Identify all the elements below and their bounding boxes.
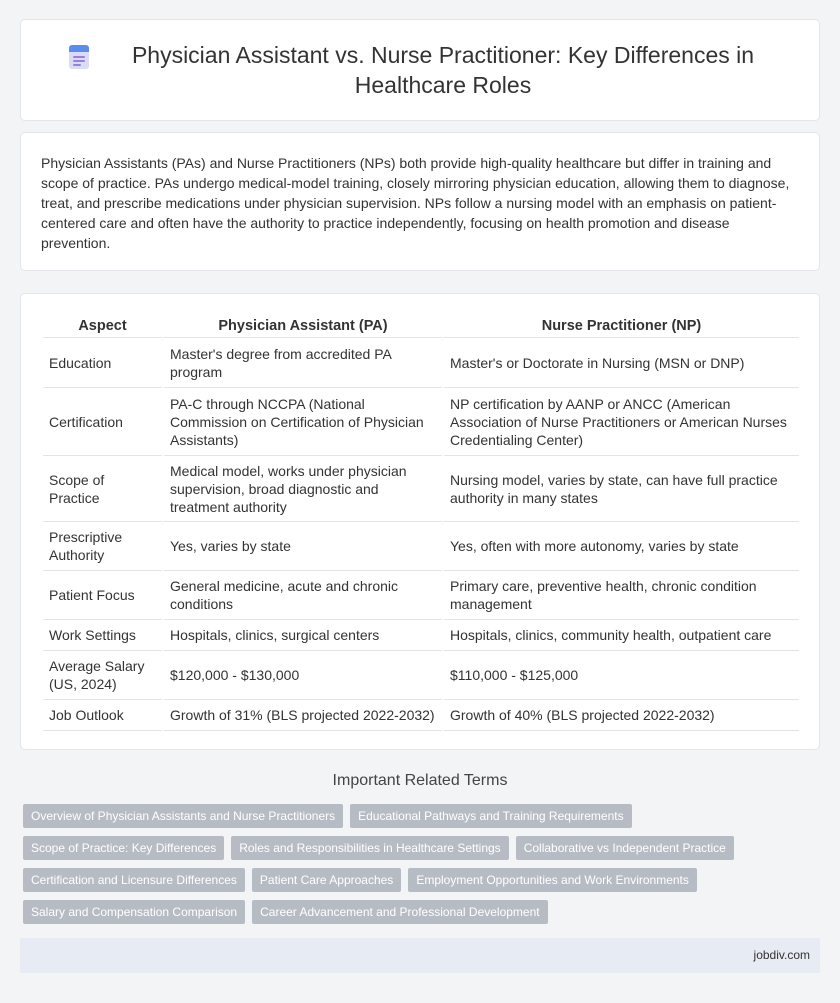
aspect-cell: Scope of Practice — [43, 456, 163, 522]
pa-cell: General medicine, acute and chronic conditions — [163, 571, 443, 620]
intro-card — [20, 132, 820, 271]
table-row — [43, 700, 799, 731]
pa-cell: Yes, varies by state — [163, 522, 443, 571]
related-term-tag[interactable]: Salary and Compensation Comparison — [23, 900, 245, 924]
related-term-tag[interactable]: Overview of Physician Assistants and Nurse Practitioners — [23, 804, 343, 828]
intro-paragraph: Physician Assistants (PAs) and Nurse Practitioners (NPs) both provide high-quality healthcare but differ in training and scope of practice. PAs undergo medical-model training, closely mirroring physician education, allowing them to diagnose, treat, and prescribe medications under physician supervision. NPs follow a nursing model with an emphasis on patient-centered care and often have the authority to practice independently, focusing on health promotion and disease prevention. — [41, 155, 790, 251]
related-term-tag[interactable]: Employment Opportunities and Work Environments — [408, 868, 697, 892]
aspect-cell: Job Outlook — [43, 700, 163, 731]
footer — [20, 938, 820, 973]
table-row — [43, 456, 799, 522]
header-pa: Physician Assistant (PA) — [163, 314, 443, 338]
table-row — [43, 651, 799, 700]
header-np: Nurse Practitioner (NP) — [443, 314, 799, 338]
aspect-cell: Prescriptive Authority — [43, 522, 163, 571]
comparison-table-card — [20, 293, 820, 750]
related-term-tag[interactable]: Patient Care Approaches — [252, 868, 401, 892]
np-cell: Hospitals, clinics, community health, outpatient care — [443, 620, 799, 651]
table-row — [43, 522, 799, 571]
table-row — [43, 338, 799, 388]
related-term-tag[interactable]: Roles and Responsibilities in Healthcare Settings — [231, 836, 508, 860]
related-term-tag[interactable]: Educational Pathways and Training Requirements — [350, 804, 632, 828]
footer-site-link[interactable]: jobdiv.com — [753, 948, 810, 962]
related-term-tag[interactable]: Certification and Licensure Differences — [23, 868, 245, 892]
table-row — [43, 388, 799, 456]
header-card — [20, 19, 820, 121]
aspect-cell: Patient Focus — [43, 571, 163, 620]
np-cell: NP certification by AANP or ANCC (American Association of Nurse Practitioners or American Nurses Credentialing Center) — [443, 388, 799, 456]
aspect-cell: Average Salary (US, 2024) — [43, 651, 163, 700]
aspect-cell: Work Settings — [43, 620, 163, 651]
np-cell: Growth of 40% (BLS projected 2022-2032) — [443, 700, 799, 731]
np-cell: Primary care, preventive health, chronic condition management — [443, 571, 799, 620]
related-term-tag[interactable]: Collaborative vs Independent Practice — [516, 836, 734, 860]
pa-cell: $120,000 - $130,000 — [163, 651, 443, 700]
np-cell: Nursing model, varies by state, can have full practice authority in many states — [443, 456, 799, 522]
comparison-table — [43, 314, 799, 731]
np-cell: Master's or Doctorate in Nursing (MSN or DNP) — [443, 338, 799, 388]
document-icon — [67, 44, 91, 70]
related-term-tag[interactable]: Scope of Practice: Key Differences — [23, 836, 224, 860]
pa-cell: Growth of 31% (BLS projected 2022-2032) — [163, 700, 443, 731]
pa-cell: Medical model, works under physician supervision, broad diagnostic and treatment authority — [163, 456, 443, 522]
aspect-cell: Education — [43, 338, 163, 388]
header-aspect: Aspect — [43, 314, 163, 338]
table-row — [43, 571, 799, 620]
pa-cell: PA-C through NCCPA (National Commission on Certification of Physician Assistants) — [163, 388, 443, 456]
aspect-cell: Certification — [43, 388, 163, 456]
np-cell: $110,000 - $125,000 — [443, 651, 799, 700]
table-row — [43, 620, 799, 651]
related-term-tag[interactable]: Career Advancement and Professional Development — [252, 900, 548, 924]
page-title: Physician Assistant vs. Nurse Practitioner: Key Differences in Healthcare Roles — [131, 42, 755, 98]
related-terms-list — [23, 804, 823, 932]
related-terms-title: Important Related Terms — [332, 772, 508, 789]
table-header-row — [43, 314, 799, 338]
np-cell: Yes, often with more autonomy, varies by state — [443, 522, 799, 571]
pa-cell: Master's degree from accredited PA program — [163, 338, 443, 388]
pa-cell: Hospitals, clinics, surgical centers — [163, 620, 443, 651]
